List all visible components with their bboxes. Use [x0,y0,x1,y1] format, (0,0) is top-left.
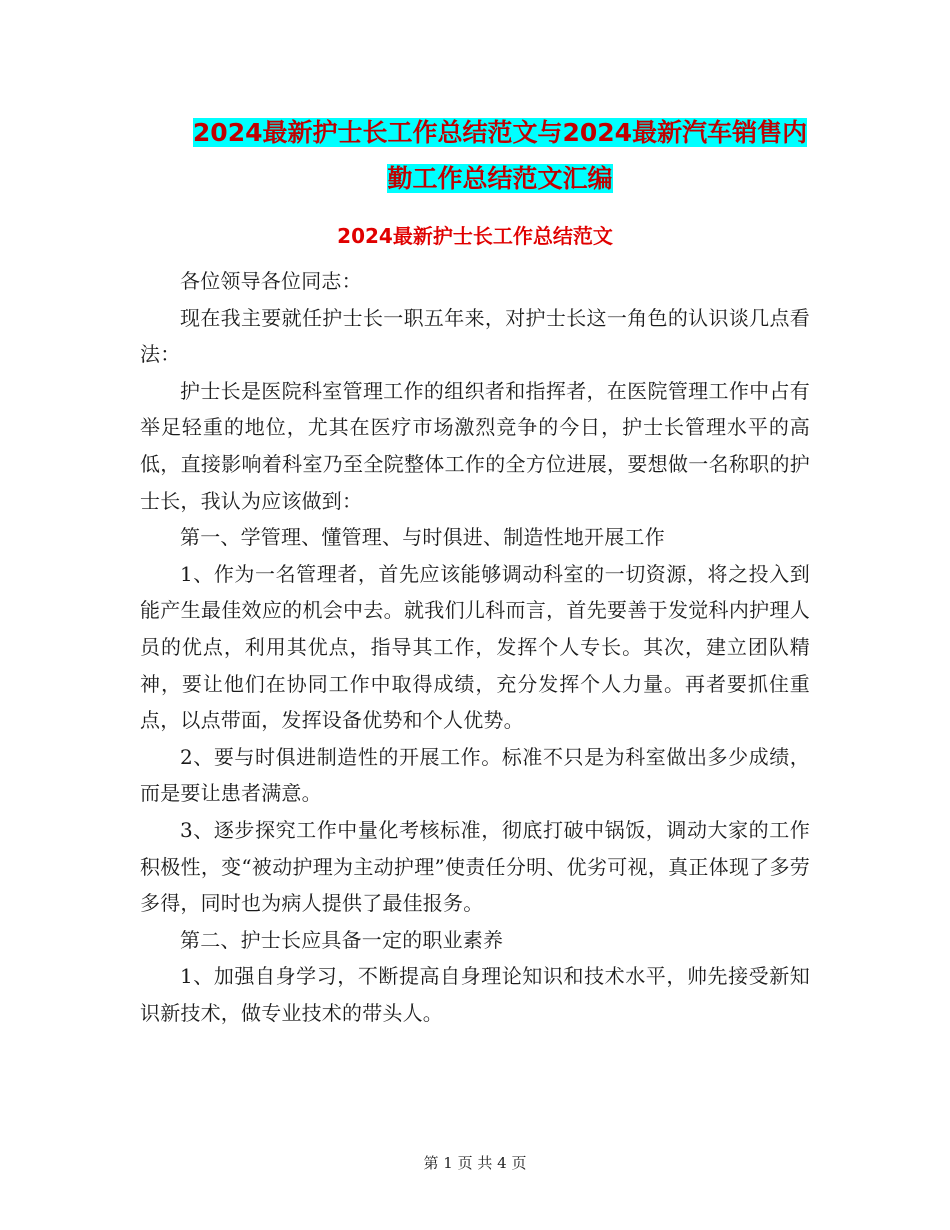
main-title-line-2: 勤工作总结范文汇编 [387,164,613,193]
paragraph-heading: 第二、护士长应具备一定的职业素养 [180,927,504,952]
document-body [140,263,810,1031]
paragraph: 护士长是医院科室管理工作的组织者和指挥者，在医院管理工作中占有举足轻重的地位，尤其在医疗市场激烈竞争的今日，护士长管理水平的高低，直接影响着科室乃至全院整体工作的全方位进展，要想做一名称职的护士长，我认为应该做到： [140,378,810,513]
paragraph: 2、要与时俱进制造性的开展工作。标准不只是为科室做出多少成绩，而是要让患者满意。 [140,744,810,806]
paragraph-heading: 第一、学管理、懂管理、与时俱进、制造性地开展工作 [180,525,665,550]
main-title-line-1: 2024最新护士长工作总结范文与2024最新汽车销售内 [192,118,808,147]
paragraph: 1、加强自身学习，不断提高自身理论知识和技术水平，帅先接受新知识新技术，做专业技术的带头人。 [140,964,810,1025]
document-main-title [140,110,860,202]
paragraph-salutation: 各位领导各位同志： [180,269,362,293]
paragraph: 现在我主要就任护士长一职五年来，对护士长这一角色的认识谈几点看法： [140,305,810,367]
paragraph: 1、作为一名管理者，首先应该能够调动科室的一切资源，将之投入到能产生最佳效应的机会中去。就我们儿科而言，首先要善于发觉科内护理人员的优点，利用其优点，指导其工作，发挥个人专长。其次，建立团队精神，要让他们在协同工作中取得成绩，充分发挥个人力量。再者要抓住重点，以点带面，发挥设备优势和个人优势。 [140,561,810,733]
section-title: 2024最新护士长工作总结范文 [337,224,613,248]
page-footer: 第 1 页 共 4 页 [423,1154,527,1172]
paragraph: 3、逐步探究工作中量化考核标准，彻底打破中锅饭，调动大家的工作积极性，变“被动护理为主动护理”使责任分明、优劣可视，真正体现了多劳多得，同时也为病人提供了最佳报务。 [140,817,810,916]
